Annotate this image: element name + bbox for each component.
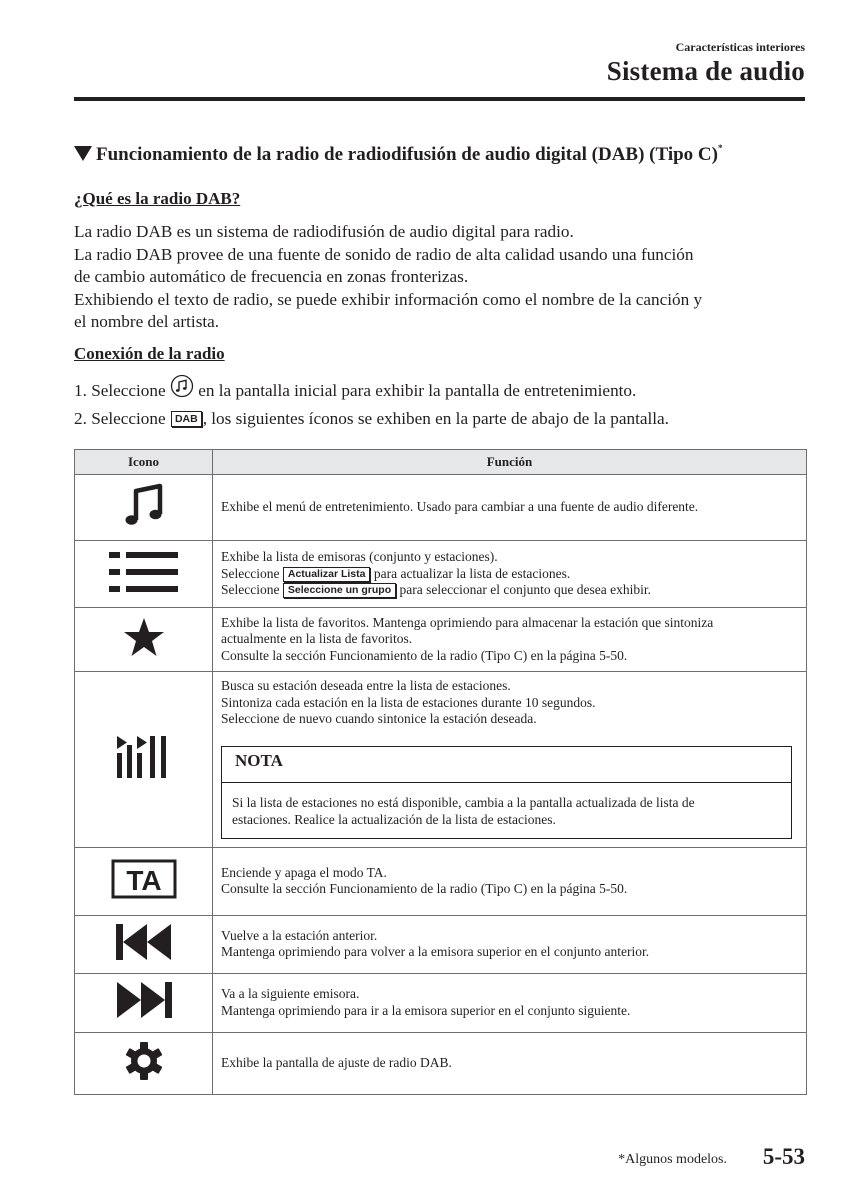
step-2	[74, 406, 669, 432]
chapter-category: Características interiores	[675, 40, 805, 54]
scan-icon	[75, 672, 213, 848]
table-row-scan	[75, 672, 807, 848]
section-title-mark: *	[717, 143, 723, 153]
star-icon	[75, 608, 213, 672]
previous-track-icon	[75, 915, 213, 973]
table-row-settings	[75, 1032, 807, 1094]
what-is-line: Exhibiendo el texto de radio, se puede exhibir información como el nombre de la canción y	[74, 289, 703, 309]
function-line	[221, 566, 796, 583]
table-row-favorites	[75, 608, 807, 672]
connection-steps	[74, 374, 669, 432]
note-body	[222, 783, 791, 838]
note-line: Si la lista de estaciones no está disponible, cambia a la pantalla actualizada de lista de	[232, 794, 695, 810]
function-line-pre: Seleccione	[221, 565, 283, 581]
function-line: actualmente en la lista de favoritos.	[221, 631, 413, 647]
function-ta	[213, 847, 807, 915]
function-line: Busca su estación deseada entre la lista de estaciones.	[221, 678, 511, 693]
dab-button: DAB	[171, 411, 202, 427]
function-line-post: para actualizar la lista de estaciones.	[370, 565, 571, 581]
function-previous	[213, 915, 807, 973]
function-line	[221, 582, 796, 599]
select-group-button: Seleccione un grupo	[283, 583, 396, 598]
what-is-line: La radio DAB provee de una fuente de sonido de radio de alta calidad usando una función	[74, 244, 694, 264]
function-line: Sintoniza cada estación en la lista de estaciones durante 10 segundos.	[221, 694, 596, 710]
gear-icon	[75, 1032, 213, 1094]
step-2-post: , los siguientes íconos se exhiben en la parte de abajo de la pantalla.	[202, 409, 669, 428]
next-track-icon	[75, 973, 213, 1032]
table-row-previous	[75, 915, 807, 973]
function-line: Consulte la sección Funcionamiento de la radio (Tipo C) en la página 5-50.	[221, 881, 628, 896]
note-title: NOTA	[222, 747, 791, 783]
ta-icon-label: TA	[125, 864, 162, 896]
note-box	[221, 746, 792, 839]
page-number: 5-53	[762, 1144, 805, 1169]
step-1-post: en la pantalla inicial para exhibir la pantalla de entretenimiento.	[193, 381, 637, 400]
header-rule	[74, 97, 805, 101]
function-line: Exhibe la lista de favoritos. Mantenga oprimiendo para almacenar la estación que sintoniza	[221, 614, 714, 630]
table-row-next	[75, 973, 807, 1032]
step-1-pre: 1. Seleccione	[74, 381, 170, 400]
table-row-music	[75, 475, 807, 541]
what-is-body	[74, 221, 809, 334]
list-icon	[75, 541, 213, 608]
column-header-function: Función	[213, 450, 807, 475]
table-row-list	[75, 541, 807, 608]
function-line: Consulte la sección Funcionamiento de la radio (Tipo C) en la página 5-50.	[221, 647, 628, 663]
function-line: Va a la siguiente emisora.	[221, 986, 360, 1001]
footnote: *Algunos modelos.	[618, 1152, 727, 1167]
function-line: Mantenga oprimiendo para ir a la emisora superior en el conjunto siguiente.	[221, 1002, 631, 1018]
step-2-pre: 2. Seleccione	[74, 409, 170, 428]
function-favorites	[213, 608, 807, 672]
icon-function-table	[74, 449, 807, 1095]
function-line: Exhibe la lista de emisoras (conjunto y estaciones).	[221, 549, 498, 565]
what-is-heading: ¿Qué es la radio DAB?	[74, 189, 241, 208]
what-is-line: el nombre del artista.	[74, 312, 220, 332]
table-row-ta	[75, 847, 807, 915]
section-title	[74, 143, 722, 166]
function-line-post: para seleccionar el conjunto que desea exhibir.	[396, 582, 652, 598]
music-circle-icon	[170, 374, 194, 406]
section-triangle-icon	[74, 146, 92, 161]
column-header-icon: Icono	[75, 450, 213, 475]
section-title-text: Funcionamiento de la radio de radiodifusión de audio digital (DAB) (Tipo C)	[96, 144, 718, 165]
function-line: Exhibe la pantalla de ajuste de radio DAB.	[221, 1054, 452, 1070]
function-list	[213, 541, 807, 608]
table-header-row	[75, 450, 807, 475]
function-next	[213, 973, 807, 1032]
function-line: Enciende y apaga el modo TA.	[221, 864, 387, 880]
connection-heading: Conexión de la radio	[74, 344, 225, 363]
music-note-icon	[75, 475, 213, 541]
function-line: Mantenga oprimiendo para volver a la emisora superior en el conjunto anterior.	[221, 944, 650, 959]
note-line: estaciones. Realice la actualización de la lista de estaciones.	[232, 811, 556, 827]
function-scan	[213, 672, 807, 848]
function-line: Exhibe el menú de entretenimiento. Usado para cambiar a una fuente de audio diferente.	[221, 499, 699, 515]
what-is-line: La radio DAB es un sistema de radiodifusión de audio digital para radio.	[74, 222, 574, 241]
function-settings	[213, 1032, 807, 1094]
function-music	[213, 475, 807, 541]
step-1	[74, 374, 669, 406]
update-list-button: Actualizar Lista	[283, 567, 371, 582]
function-line: Seleccione de nuevo cuando sintonice la estación deseada.	[221, 711, 537, 726]
function-line: Vuelve a la estación anterior.	[221, 927, 378, 943]
page-title: Sistema de audio	[606, 56, 805, 86]
function-line-pre: Seleccione	[221, 582, 283, 598]
what-is-line: de cambio automático de frecuencia en zonas fronterizas.	[74, 267, 469, 287]
ta-icon	[75, 847, 213, 915]
